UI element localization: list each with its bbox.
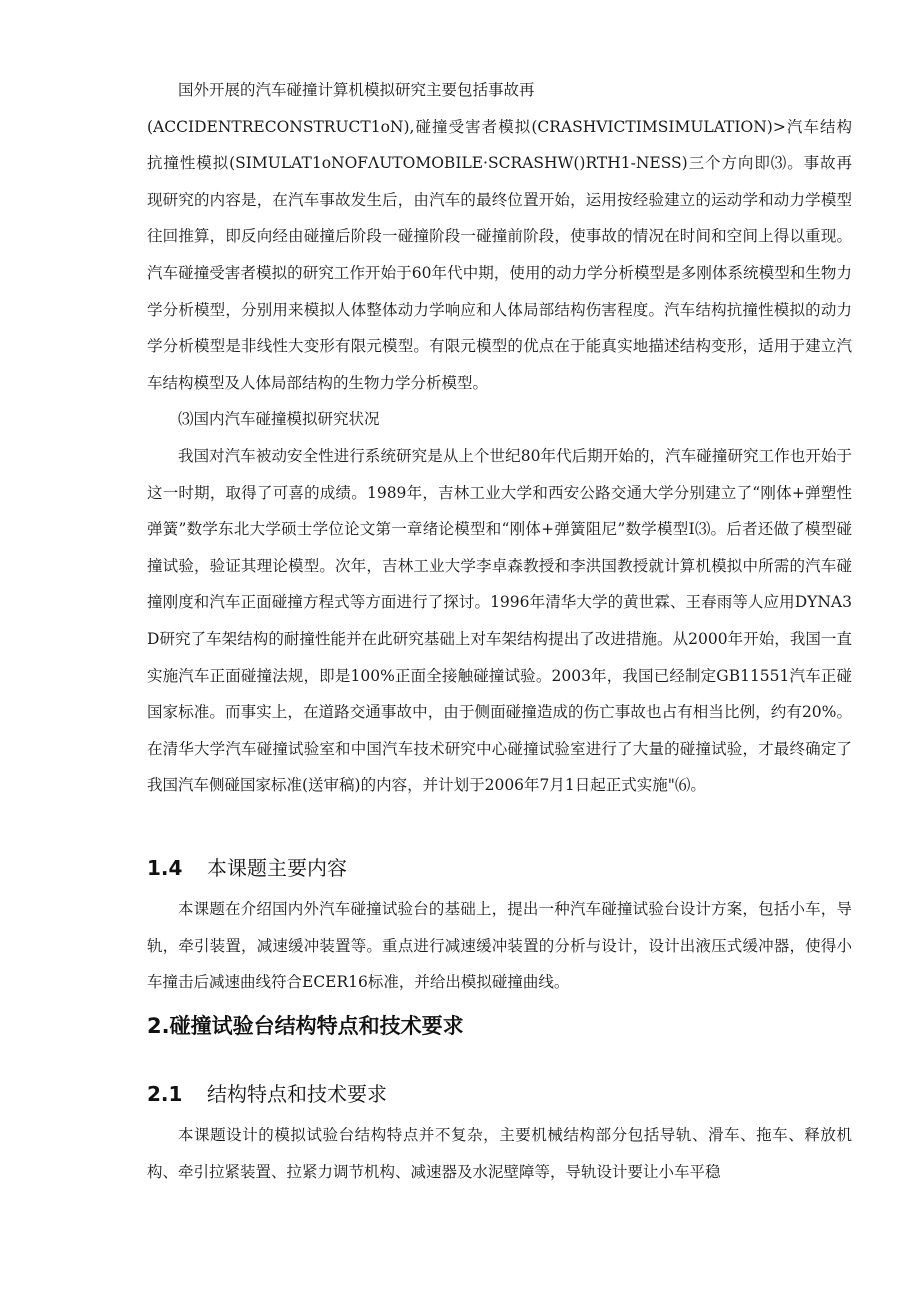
paragraph-body: (ACCIDENTRECONSTRUCT1oN),碰撞受害者模拟(CRASHVICTIMSIMULATION)>汽车结构抗撞性模拟(SIMULAT1oNOFΛUTOMOBILE·SCRASHW()RTH1-NESS)三个方向即⑶。事故再现研究的内容是，在汽车事故发生后，由汽车的最终位置开始，运用按经验建立的运动学和动力学模型往回推算，即反向经由碰撞后阶段一碰撞阶段一碰撞前阶段，使事故的情况在时间和空间上得以重现。汽车碰撞受害者模拟的研究工作开始于60年代中期，使用的动力学分析模型是多刚体系统模型和生物力学分析模型，分别用来模拟人体整体动力学响应和人体局部结构伤害程度。汽车结构抗撞性模拟的动力学分析模型是非线性大变形有限元模型。有限元模型的优点在于能真实地描述结构变形，适用于建立汽车结构模型及人体局部结构的生物力学分析模型。 (147, 117, 852, 392)
paragraph-body: 本课题设计的模拟试验台结构特点并不复杂，主要机械结构部分包括导轨、滑车、拖车、释放机构、牵引拉紧装置、拉紧力调节机构、减速器及水泥壁障等，导轨设计要让小车平稳 (147, 1126, 852, 1181)
section-heading-2-1 (147, 1078, 387, 1107)
paragraph-domestic-heading (147, 401, 852, 438)
chapter-heading-2 (147, 1010, 464, 1040)
paragraph-topic-content (147, 891, 852, 1001)
paragraph-foreign-research (147, 72, 852, 401)
chapter-title: 2.碰撞试验台结构特点和技术要求 (147, 1014, 464, 1038)
paragraph-line: 国外开展的汽车碰撞计算机模拟研究主要包括事故再 (178, 81, 535, 99)
section-number: 2.1 (147, 1082, 183, 1106)
paragraph-line: ⑶国内汽车碰撞模拟研究状况 (178, 410, 380, 428)
section-heading-1-4 (147, 852, 347, 881)
paragraph-domestic-research (147, 438, 852, 804)
paragraph-body: 我国对汽车被动安全性进行系统研究是从上个世纪80年代后期开始的，汽车碰撞研究工作也开始于这一时期，取得了可喜的成绩。1989年，吉林工业大学和西安公路交通大学分别建立了“刚体+弹塑性弹簧”数学东北大学硕士学位论文第一章绪论模型和“刚体+弹簧阻尼”数学模型I⑶。后者还做了模型碰撞试验，验证其理论模型。次年，吉林工业大学李卓森教授和李洪国教授就计算机模拟中所需的汽车碰撞刚度和汽车正面碰撞方程式等方面进行了探讨。1996年清华大学的黄世霖、王春雨等人应用DYNA3D研究了车架结构的耐撞性能并在此研究基础上对车架结构提出了改进措施。从2000年开始，我国一直实施汽车正面碰撞法规，即是100%正面全接触碰撞试验。2003年，我国已经制定GB11551汽车正碰国家标准。而事实上，在道路交通事故中，由于侧面碰撞造成的伤亡事故也占有相当比例，约有20%。在清华大学汽车碰撞试验室和中国汽车技术研究中心碰撞试验室进行了大量的碰撞试验，才最终确定了我国汽车侧碰国家标准(送审稿)的内容，并计划于2006年7月1日起正式实施"⑹。 (147, 447, 852, 795)
paragraph-structure-features (147, 1117, 852, 1190)
paragraph-body: 本课题在介绍国内外汽车碰撞试验台的基础上，提出一种汽车碰撞试验台设计方案，包括小车，导轨，牵引装置，减速缓冲装置等。重点进行减速缓冲装置的分析与设计，设计出液压式缓冲器，使得小车撞击后减速曲线符合ECER16标准，并给出模拟碰撞曲线。 (147, 900, 852, 992)
section-number: 1.4 (147, 856, 183, 880)
section-title: 结构特点和技术要求 (207, 1082, 387, 1106)
section-title: 本课题主要内容 (207, 856, 347, 880)
